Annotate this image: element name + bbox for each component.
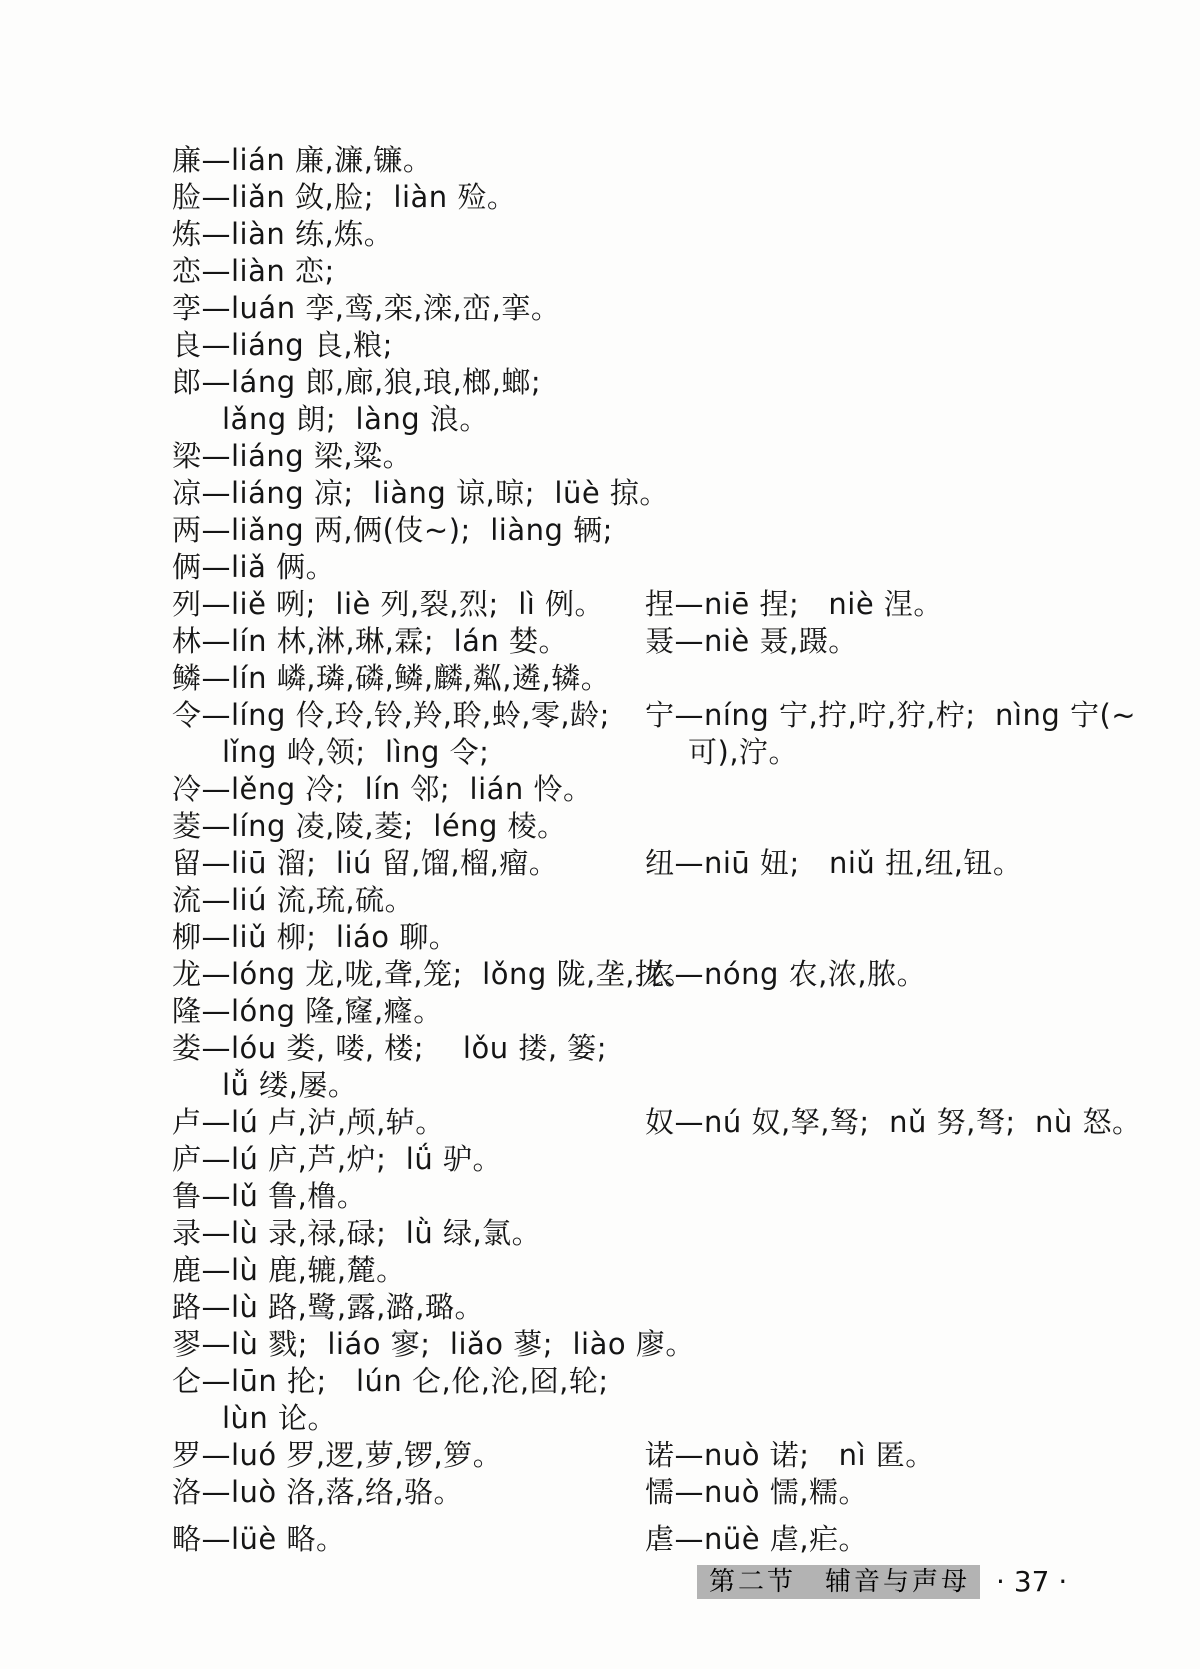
entry-row: [0, 1326, 1200, 1363]
entry-row: [0, 1067, 1200, 1104]
entry-left: 鳞—lín 嶙,璘,磷,鳞,麟,粼,遴,辚。: [172, 661, 611, 695]
entry-left: lǐng 岭,领; lìng 令;: [222, 735, 490, 769]
entry-row: [0, 1289, 1200, 1326]
entry-left: 廉—lián 廉,濂,镰。: [172, 143, 433, 177]
entry-row: [0, 956, 1200, 993]
entry-right: 聂—niè 聂,蹑。: [645, 624, 858, 658]
entry-row: [0, 253, 1200, 290]
entry-left: 俩—liǎ 俩。: [172, 550, 336, 584]
entry-right: 懦—nuò 懦,糯。: [645, 1475, 868, 1509]
entry-row: [0, 327, 1200, 364]
entry-row: [0, 512, 1200, 549]
entry-row: [0, 364, 1200, 401]
entry-row: [0, 142, 1200, 179]
entry-row: [0, 1252, 1200, 1289]
entry-row: [0, 623, 1200, 660]
entry-row: [0, 1030, 1200, 1067]
entry-left: 翏—lù 戮; liáo 寥; liǎo 蓼; liào 廖。: [172, 1327, 695, 1361]
entry-right: 宁—níng 宁,拧,咛,狞,柠; nìng 宁(~: [645, 698, 1137, 732]
entry-right: 奴—nú 奴,孥,驽; nǔ 努,弩; nù 怒。: [645, 1105, 1142, 1139]
entry-left: 炼—liàn 练,炼。: [172, 217, 394, 251]
entry-row: [0, 697, 1200, 734]
entry-row: [0, 1521, 1200, 1558]
entry-row: [0, 1437, 1200, 1474]
entry-list: [0, 142, 1200, 1558]
entry-right: 捏—niē 捏; niè 涅。: [645, 587, 943, 621]
entry-row: [0, 475, 1200, 512]
entry-left: 路—lù 路,鹭,露,潞,璐。: [172, 1290, 485, 1324]
entry-left: lǎng 朗; làng 浪。: [222, 402, 489, 436]
entry-left: 冷—lěng 冷; lín 邻; lián 怜。: [172, 772, 593, 806]
entry-left: 鹿—lù 鹿,辘,麓。: [172, 1253, 406, 1287]
entry-row: [0, 179, 1200, 216]
entry-left: lùn 论。: [222, 1401, 338, 1435]
entry-row: [0, 993, 1200, 1030]
entry-left: 林—lín 林,淋,琳,霖; lán 婪。: [172, 624, 569, 658]
entry-left: 梁—liáng 梁,粱。: [172, 439, 413, 473]
entry-row: [0, 771, 1200, 808]
entry-left: 隆—lóng 隆,窿,癃。: [172, 994, 443, 1028]
entry-left: 郎—láng 郎,廊,狼,琅,榔,螂;: [172, 365, 542, 399]
entry-row: [0, 919, 1200, 956]
entry-right: 农—nóng 农,浓,脓。: [645, 957, 927, 991]
section-label: 第二节 辅音与声母: [697, 1565, 980, 1599]
page-number: · 37 ·: [996, 1565, 1068, 1598]
entry-left: 庐—lú 庐,芦,炉; lǘ 驴。: [172, 1142, 502, 1176]
entry-right: 虐—nüè 虐,疟。: [645, 1522, 869, 1556]
entry-row: [0, 1474, 1200, 1511]
entry-row: [0, 438, 1200, 475]
entry-left: 罗—luó 罗,逻,萝,锣,箩。: [172, 1438, 503, 1472]
entry-left: 仑—lūn 抡; lún 仑,伦,沦,囵,轮;: [172, 1364, 609, 1398]
entry-left: 菱—líng 凌,陵,菱; léng 棱。: [172, 809, 567, 843]
entry-row: [0, 1215, 1200, 1252]
entry-left: 恋—liàn 恋;: [172, 254, 335, 288]
entry-left: 令—líng 伶,玲,铃,羚,聆,蛉,零,龄;: [172, 698, 610, 732]
entry-left: 孪—luán 孪,鸾,栾,滦,峦,挛。: [172, 291, 561, 325]
entry-row: [0, 882, 1200, 919]
entry-row: [0, 734, 1200, 771]
entry-row: [0, 549, 1200, 586]
entry-left: 洛—luò 洛,落,络,骆。: [172, 1475, 464, 1509]
entry-row: [0, 1141, 1200, 1178]
entry-left: 凉—liáng 凉; liàng 谅,晾; lüè 掠。: [172, 476, 669, 510]
entry-row: [0, 845, 1200, 882]
entry-left: 鲁—lǔ 鲁,橹。: [172, 1179, 367, 1213]
entry-row: [0, 401, 1200, 438]
entry-row: [0, 290, 1200, 327]
entry-left: 良—liáng 良,粮;: [172, 328, 393, 362]
entry-row: [0, 216, 1200, 253]
entry-row: [0, 1363, 1200, 1400]
entry-right: 可),泞。: [688, 735, 799, 769]
entry-row: [0, 808, 1200, 845]
entry-left: 列—liě 咧; liè 列,裂,烈; lì 例。: [172, 587, 605, 621]
entry-left: 留—liū 溜; liú 留,馏,榴,瘤。: [172, 846, 559, 880]
entry-left: 娄—lóu 娄, 喽, 楼; lǒu 搂, 篓;: [172, 1031, 608, 1065]
entry-left: 脸—liǎn 敛,脸; liàn 殓。: [172, 180, 517, 214]
entry-right: 纽—niū 妞; niǔ 扭,纽,钮。: [645, 846, 1023, 880]
entry-row: [0, 1178, 1200, 1215]
entry-right: 诺—nuò 诺; nì 匿。: [645, 1438, 935, 1472]
entry-left: 流—liú 流,琉,硫。: [172, 883, 415, 917]
entry-left: 两—liǎng 两,俩(伎~); liàng 辆;: [172, 513, 613, 547]
entry-left: 卢—lú 卢,泸,颅,轳。: [172, 1105, 445, 1139]
entry-left: 龙—lóng 龙,咙,聋,笼; lǒng 陇,垄,拢。: [172, 957, 694, 991]
page-footer: [697, 1565, 1067, 1599]
entry-left: 略—lüè 略。: [172, 1522, 346, 1556]
entry-left: 录—lù 录,禄,碌; lǜ 绿,氯。: [172, 1216, 542, 1250]
entry-row: [0, 660, 1200, 697]
entry-row: [0, 586, 1200, 623]
entry-left: lǚ 缕,屡。: [222, 1068, 358, 1102]
entry-row: [0, 1104, 1200, 1141]
entry-row: [0, 1400, 1200, 1437]
entry-left: 柳—liǔ 柳; liáo 聊。: [172, 920, 459, 954]
